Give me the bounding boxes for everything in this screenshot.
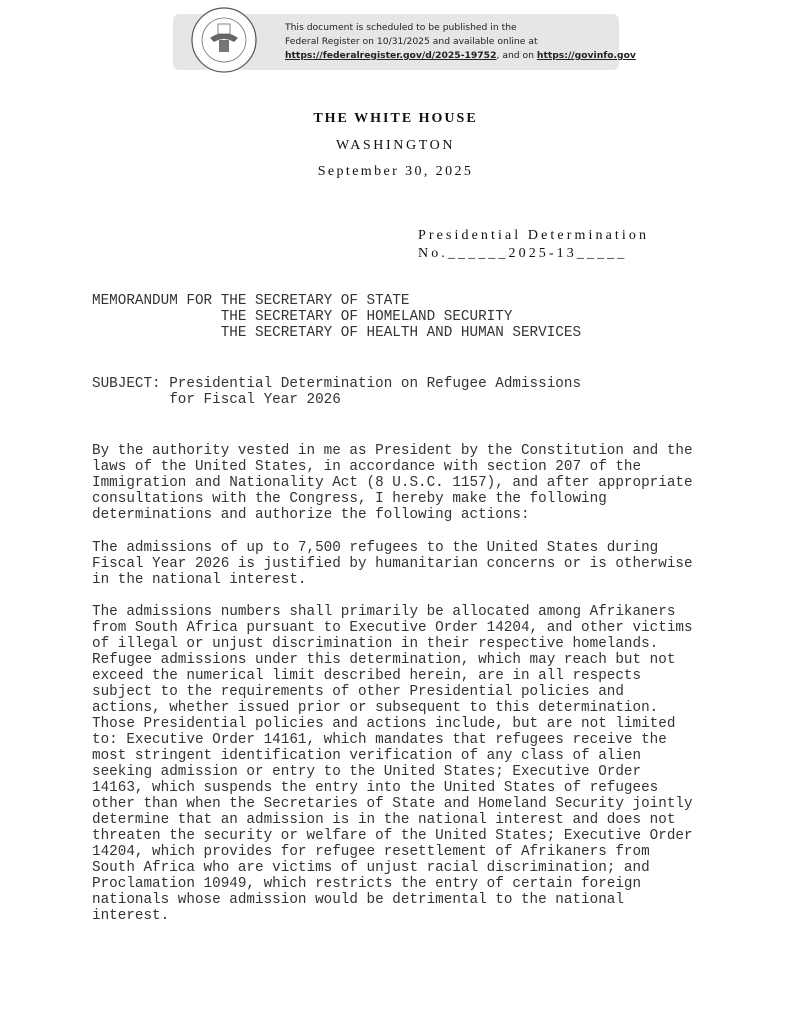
notice-line-2: Federal Register on 10/31/2025 and available online at <box>285 36 538 47</box>
subject-line: SUBJECT: Presidential Determination on Refugee Admissions for Fiscal Year 2026 <box>92 376 582 408</box>
nara-seal-icon <box>190 6 258 74</box>
federal-register-link[interactable]: https://federalregister.gov/d/2025-19752 <box>285 50 497 61</box>
body-paragraph: By the authority vested in me as President by the Constitution and the laws of the United States, in accordance with section 207 of the Immigration and Nationality Act (8 U.S.C. 1157), and after appropriate consultations with the Congress, I hereby make the following determinations and authorize the following actions: <box>92 443 693 523</box>
determination-label: Presidential Determination <box>418 228 650 243</box>
notice-line-1: This document is scheduled to be published in the <box>285 22 517 33</box>
notice-connector: , and on <box>496 50 537 61</box>
body-paragraph: The admissions numbers shall primarily be allocated among Afrikaners from South Africa pursuant to Executive Order 14204, and other victims of illegal or unjust discrimination in their respective homelands. Refugee admissions under this determination, which may reach but not exceed the numerical limit described herein, are in all respects subject to the requirements of other Presidential policies and actions, whether issued prior or subsequent to this determination. Those Presidential policies and actions include, but are not limited to: Executive Order 14161, which mandates that refugees receive the most stringent identification verification of any class of alien seeking admission or entry to the United States; Executive Order 14163, which suspends the entry into the United States of refugees other than when the Secretaries of State and Homeland Security jointly determine that an admission is in the national interest and does not threaten the security or welfare of the United States; Executive Order 14204, which provides for refugee resettlement of Afrikaners from South Africa who are victims of unjust racial discrimination; and Proclamation 10949, which restricts the entry of certain foreign nationals whose admission would be detrimental to the national interest. <box>92 604 693 924</box>
document-city: WASHINGTON <box>335 138 456 153</box>
document-title: THE WHITE HOUSE <box>313 111 478 126</box>
govinfo-link[interactable]: https://govinfo.gov <box>536 50 636 61</box>
notice-line-3 <box>285 49 636 63</box>
body-paragraph: The admissions of up to 7,500 refugees to the United States during Fiscal Year 2026 is justified by humanitarian concerns or is otherwise in the national interest. <box>92 540 693 588</box>
determination-block <box>418 227 649 263</box>
memo-recipients: MEMORANDUM FOR THE SECRETARY OF STATE THE SECRETARY OF HOMELAND SECURITY THE SECRETARY OF HEALTH AND HUMAN SERVICES <box>92 293 582 341</box>
publication-notice <box>285 21 636 63</box>
document-date: September 30, 2025 <box>317 164 474 179</box>
determination-number: No.______2025-13_____ <box>418 246 628 261</box>
